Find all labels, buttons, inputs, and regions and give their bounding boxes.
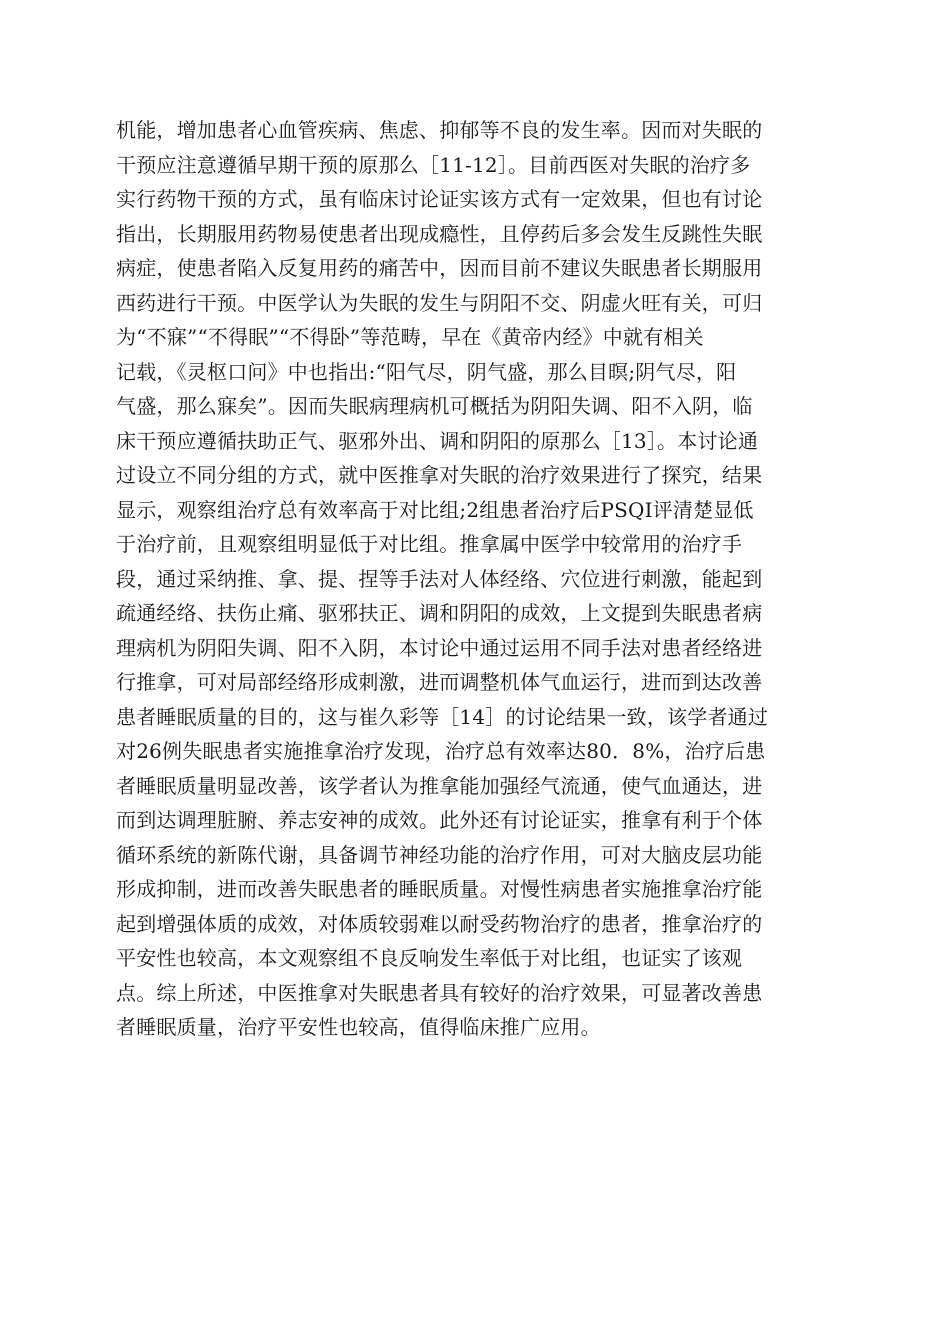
text-line: 点。综上所述，中医推拿对失眠患者具有较好的治疗效果，可显著改善患 <box>116 980 763 1005</box>
text-line: 西药进行干预。中医学认为失眠的发生与阴阳不交、阴虚火旺有关，可归 <box>116 290 763 315</box>
text-line: 段，通过采纳推、拿、提、捏等手法对人体经络、穴位进行刺激，能起到 <box>116 566 763 591</box>
text-line: 记载，《灵枢口问》中也指出:“阳气尽，阴气盛，那么目暝;阴气尽，阳 <box>116 359 737 384</box>
text-line: 起到增强体质的成效，对体质较弱难以耐受药物治疗的患者，推拿治疗的 <box>116 911 763 936</box>
text-line: 显示，观察组治疗总有效率高于对比组;2组患者治疗后PSQI评清楚显低 <box>116 497 754 522</box>
text-line: 为“不寐”“不得眠”“不得卧”等范畴，早在《黄帝内经》中就有相关 <box>116 325 704 349</box>
text-line: 理病机为阴阳失调、阳不入阴，本讨论中通过运用不同手法对患者经络进 <box>116 635 763 660</box>
text-line: 对26例失眠患者实施推拿治疗发现，治疗总有效率达80．8%，治疗后患 <box>116 739 766 763</box>
text-line: 者睡眠质量，治疗平安性也较高，值得临床推广应用。 <box>116 1015 601 1039</box>
text-line: 过设立不同分组的方式，就中医推拿对失眠的治疗效果进行了探究，结果 <box>116 463 763 487</box>
text-line: 平安性也较高，本文观察组不良反响发生率低于对比组，也证实了该观 <box>116 946 743 970</box>
text-line: 形成抑制，进而改善失眠患者的睡眠质量。对慢性病患者实施推拿治疗能 <box>116 877 763 901</box>
body-paragraph <box>116 113 836 1045</box>
text-line: 者睡眠质量明显改善，该学者认为推拿能加强经气流通，使气血通达，进 <box>116 773 763 798</box>
text-line: 机能，增加患者心血管疾病、焦虑、抑郁等不良的发生率。因而对失眠的 <box>116 118 763 142</box>
text-line: 实行药物干预的方式，虽有临床讨论证实该方式有一定效果，但也有讨论 <box>116 187 763 211</box>
text-line: 指出，长期服用药物易使患者出现成瘾性，且停药后多会发生反跳性失眠 <box>116 221 763 246</box>
text-line: 而到达调理脏腑、养志安神的成效。此外还有讨论证实，推拿有利于个体 <box>116 808 763 832</box>
text-line: 患者睡眠质量的目的，这与崔久彩等［14］的讨论结果一致，该学者通过 <box>116 704 769 729</box>
text-line: 疏通经络、扶伤止痛、驱邪扶正、调和阴阳的成效，上文提到失眠患者病 <box>116 601 763 625</box>
text-line: 气盛，那么寐矣”。因而失眠病理病机可概括为阴阳失调、阳不入阴，临 <box>116 394 753 418</box>
text-line: 床干预应遵循扶助正气、驱邪外出、调和阴阳的原那么［13］。本讨论通 <box>116 428 759 453</box>
text-line: 病症，使患者陷入反复用药的痛苦中，因而目前不建议失眠患者长期服用 <box>116 256 763 280</box>
text-line: 干预应注意遵循早期干预的原那么［11-12］。目前西医对失眠的治疗多 <box>116 152 751 177</box>
text-line: 行推拿，可对局部经络形成刺激，进而调整机体气血运行，进而到达改善 <box>116 670 763 694</box>
text-line: 循环系统的新陈代谢，具备调节神经功能的治疗作用，可对大脑皮层功能 <box>116 842 763 867</box>
text-line: 于治疗前，且观察组明显低于对比组。推拿属中医学中较常用的治疗手 <box>116 532 743 556</box>
